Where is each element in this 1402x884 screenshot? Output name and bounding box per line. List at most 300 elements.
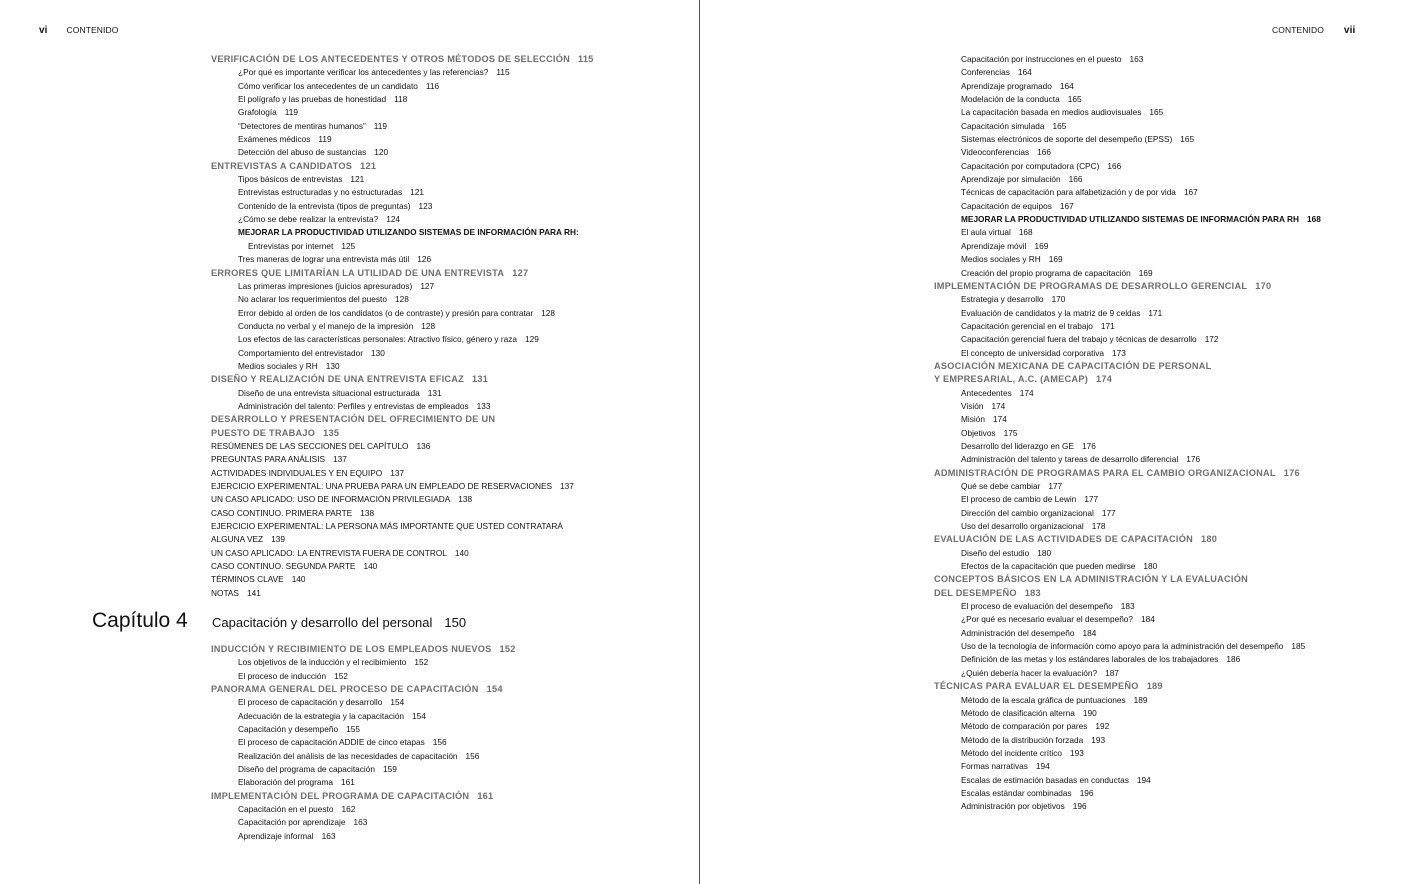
toc-entry-title: TÉRMINOS CLAVE (211, 574, 284, 585)
toc-entry (934, 427, 1321, 440)
toc-entry-title: Los objetivos de la inducción y el recibimiento (238, 657, 407, 668)
toc-entry (934, 493, 1321, 506)
toc-entry-title: Adecuación de la estrategia y la capacitación (238, 710, 405, 721)
toc-entry-page: 138 (360, 507, 375, 518)
toc-section-entry (934, 573, 1321, 586)
toc-entry-page: 130 (325, 360, 340, 371)
toc-entry-title: NOTAS (211, 587, 239, 598)
toc-entry-page: 177 (1048, 481, 1063, 491)
toc-entry (211, 400, 594, 413)
toc-entry-page: 139 (271, 534, 285, 545)
toc-entry-title: Visión (961, 400, 984, 411)
toc-entry (211, 106, 594, 119)
toc-entry-title: Aprendizaje móvil (961, 240, 1027, 251)
toc-entry (934, 760, 1321, 773)
toc-entry-page: 175 (1003, 427, 1018, 438)
toc-section-entry (934, 280, 1321, 293)
toc-entry-title: Diseño del estudio (961, 547, 1030, 558)
toc-entry-title: Videoconferencias (961, 147, 1030, 158)
toc-entry-title: PUESTO DE TRABAJO (211, 427, 316, 438)
toc-entry-page: 133 (476, 400, 491, 411)
toc-entry-page: 194 (1136, 774, 1151, 785)
toc-entry-title: Entrevistas por internet (248, 240, 334, 251)
toc-entry-title: Diseño del programa de capacitación (238, 764, 375, 775)
toc-entry (211, 146, 594, 159)
toc-entry-title: CASO CONTINUO. SEGUNDA PARTE (211, 561, 356, 572)
toc-entry-page: 194 (1035, 761, 1050, 772)
toc-entry-page: 124 (386, 214, 401, 225)
toc-entry-title: Capacitación gerencial en el trabajo (961, 320, 1093, 331)
toc-entry-page: 152 (499, 644, 516, 654)
toc-entry (934, 600, 1321, 613)
toc-entry (211, 120, 594, 133)
toc-entry-page: 192 (1095, 721, 1110, 732)
toc-entry-page: 178 (1091, 521, 1106, 532)
toc-entry-title: Técnicas de capacitación para alfabetización y de por vida (961, 187, 1176, 198)
toc-entry-title: Capacitación por computadora (CPC) (961, 160, 1100, 171)
toc-entry-page: 163 (353, 817, 368, 828)
toc-entry-page: 174 (992, 414, 1007, 425)
toc-entry (934, 800, 1321, 813)
toc-entry-title: Objetivos (961, 427, 996, 438)
toc-entry (934, 106, 1321, 119)
toc-entry (211, 830, 516, 843)
toc-entry (211, 560, 594, 573)
toc-entry (211, 520, 594, 533)
toc-entry (211, 803, 516, 816)
chapter-title: Capacitación y desarrollo del personal (212, 615, 433, 630)
toc-entry-title: Detección del abuso de sustancias (238, 147, 367, 158)
toc-entry-title: Qué se debe cambiar (961, 481, 1041, 491)
toc-entry-title: Los efectos de las características personales: Atractivo físico, género y raza (238, 334, 518, 345)
toc-entry-page: 152 (334, 670, 348, 681)
toc-entry (211, 763, 516, 776)
toc-entry-page: 161 (477, 790, 494, 801)
toc-entry-title: El proceso de cambio de Lewin (961, 494, 1077, 505)
toc-entry-title: Administración del talento: Perfiles y entrevistas de empleados (238, 400, 469, 411)
toc-entry (211, 587, 594, 600)
toc-entry (211, 440, 594, 453)
toc-entry-page: 123 (418, 200, 433, 211)
toc-entry-page: 120 (374, 147, 389, 158)
toc-entry-page: 128 (541, 307, 556, 318)
toc-section-entry (934, 680, 1321, 693)
toc-entry-page: 196 (1079, 787, 1094, 798)
toc-section-entry (211, 53, 594, 66)
toc-entry (211, 347, 594, 360)
toc-entry (934, 507, 1321, 520)
toc-entry-title: MEJORAR LA PRODUCTIVIDAD UTILIZANDO SISTEMAS DE INFORMACIÓN PARA RH: (238, 227, 579, 238)
toc-entry-title: ¿Quién debería hacer la evaluación? (961, 667, 1098, 678)
toc-entry-title: Conferencias (961, 67, 1010, 78)
toc-entry-title: Cómo verificar los antecedentes de un candidato (238, 80, 418, 91)
right-running-head-title: CONTENIDO (1272, 25, 1324, 35)
toc-entry (211, 80, 594, 93)
toc-entry-title: Contenido de la entrevista (tipos de preguntas) (238, 200, 411, 211)
toc-entry-title: Administración por objetivos (961, 801, 1065, 812)
toc-entry-title: VERIFICACIÓN DE LOS ANTECEDENTES Y OTROS MÉTODOS DE SELECCIÓN (211, 54, 570, 64)
toc-entry-page: 172 (1204, 334, 1219, 345)
toc-entry-title: Administración del talento y tareas de desarrollo diferencial (961, 454, 1179, 465)
toc-entry-page: 173 (1111, 347, 1126, 358)
toc-entry-page: 130 (370, 347, 385, 358)
toc-entry (211, 293, 594, 306)
toc-entry-title: DISEÑO Y REALIZACIÓN DE UNA ENTREVISTA EFICAZ (211, 374, 465, 385)
toc-entry-page: 185 (1291, 641, 1306, 652)
toc-entry (211, 213, 594, 226)
toc-section-entry (934, 467, 1321, 480)
toc-entry-title: ¿Por qué es necesario evaluar el desempeño? (961, 614, 1134, 625)
toc-entry (934, 213, 1321, 226)
toc-entry (211, 253, 594, 266)
toc-entry-title: Formas narrativas (961, 761, 1028, 772)
toc-entry (934, 240, 1321, 253)
toc-entry-title: EVALUACIÓN DE LAS ACTIVIDADES DE CAPACITACIÓN (934, 534, 1193, 545)
toc-entry-title: Efectos de la capacitación que pueden medirse (961, 561, 1136, 572)
toc-entry-page: 177 (1084, 494, 1099, 505)
toc-entry-page: 189 (1133, 694, 1148, 705)
toc-entry-title: EJERCICIO EXPERIMENTAL: LA PERSONA MÁS IMPORTANTE QUE USTED CONTRATARÁ (211, 521, 563, 532)
toc-entry-title: Error debido al orden de los candidatos (o de contraste) y presión para contratar (238, 307, 534, 318)
toc-entry-title: Definición de las metas y los estándares laborales de los trabajadores (961, 654, 1219, 665)
toc-entry-title: Capacitación simulada (961, 120, 1045, 131)
toc-entry (211, 710, 516, 723)
toc-entry-title: INDUCCIÓN Y RECIBIMIENTO DE LOS EMPLEADOS NUEVOS (211, 644, 492, 654)
toc-entry (934, 653, 1321, 666)
toc-entry-title: Realización del análisis de las necesidades de capacitación (238, 750, 458, 761)
toc-entry-page: 118 (394, 94, 408, 105)
chapter-page: 150 (444, 615, 467, 630)
toc-entry-page: 174 (991, 400, 1006, 411)
toc-entry-page: 141 (246, 587, 261, 598)
toc-entry (934, 520, 1321, 533)
toc-entry-page: 183 (1024, 587, 1041, 598)
toc-list-left-bottom (211, 643, 516, 843)
right-running-head (1272, 25, 1355, 36)
toc-entry (934, 293, 1321, 306)
toc-entry (211, 320, 594, 333)
toc-entry (211, 723, 516, 736)
toc-entry-title: El aula virtual (961, 227, 1011, 238)
toc-entry-page: 137 (390, 467, 405, 478)
toc-entry-title: Método de la distribución forzada (961, 734, 1084, 745)
toc-entry (211, 547, 594, 560)
toc-entry-page: 156 (465, 750, 480, 761)
toc-entry-title: Antecedentes (961, 387, 1012, 398)
toc-entry-page: 164 (1059, 80, 1074, 91)
toc-entry-title: El concepto de universidad corporativa (961, 347, 1104, 358)
toc-entry-title: El proceso de evaluación del desempeño (961, 601, 1113, 612)
toc-entry-title: Grafología (238, 107, 277, 118)
toc-entry (934, 387, 1321, 400)
toc-entry (211, 467, 594, 480)
toc-section-entry (211, 160, 594, 173)
toc-entry (934, 173, 1321, 186)
toc-entry (211, 280, 594, 293)
toc-entry-title: El proceso de capacitación ADDIE de cinco etapas (238, 737, 425, 748)
toc-entry (934, 480, 1321, 493)
toc-entry-page: 131 (472, 374, 489, 385)
toc-entry-page: 121 (410, 187, 425, 198)
toc-section-entry (211, 427, 594, 440)
toc-entry-title: No aclarar los requerimientos del puesto (238, 294, 387, 305)
toc-entry-page: 196 (1072, 801, 1087, 812)
left-running-head (39, 25, 118, 36)
toc-entry-title: Tipos básicos de entrevistas (238, 174, 343, 185)
toc-entry-title: UN CASO APLICADO: LA ENTREVISTA FUERA DE CONTROL (211, 547, 447, 558)
toc-section-entry (934, 533, 1321, 546)
toc-entry-title: ¿Cómo se debe realizar la entrevista? (238, 214, 379, 225)
toc-entry-title: UN CASO APLICADO: USO DE INFORMACIÓN PRIVILEGIADA (211, 494, 451, 505)
toc-section-entry (211, 413, 594, 426)
toc-entry (934, 320, 1321, 333)
toc-entry (934, 333, 1321, 346)
toc-entry-title: La capacitación basada en medios audiovisuales (961, 107, 1142, 118)
right-page (700, 0, 1402, 884)
toc-entry (211, 776, 516, 789)
toc-entry (211, 533, 594, 546)
toc-entry-page: 170 (1255, 280, 1272, 291)
toc-entry (934, 160, 1321, 173)
toc-entry-page: 169 (1138, 267, 1153, 278)
toc-entry (934, 253, 1321, 266)
toc-entry (211, 333, 594, 346)
toc-entry-page: 186 (1226, 654, 1241, 665)
toc-entry-page: 119 (373, 120, 387, 131)
toc-entry (934, 80, 1321, 93)
toc-entry-page: 171 (1100, 320, 1115, 331)
toc-entry-page: 174 (1096, 374, 1113, 385)
toc-entry-title: Desarrollo del liderazgo en GE (961, 440, 1074, 451)
toc-entry (211, 816, 516, 829)
toc-entry-title: El proceso de capacitación y desarrollo (238, 697, 383, 708)
right-page-number: vii (1343, 25, 1356, 36)
toc-entry (934, 400, 1321, 413)
toc-entry-title: ERRORES QUE LIMITARÍAN LA UTILIDAD DE UNA ENTREVISTA (211, 267, 505, 278)
toc-entry-title: Capacitación en el puesto (238, 804, 334, 815)
toc-entry-title: Método del incidente crítico (961, 747, 1063, 758)
toc-entry (934, 734, 1321, 747)
toc-entry-page: 155 (346, 724, 360, 735)
toc-entry-page: 140 (291, 574, 306, 585)
toc-entry (934, 53, 1321, 66)
toc-entry-page: 168 (1307, 214, 1321, 225)
toc-entry (934, 707, 1321, 720)
toc-entry-title: Capacitación por instrucciones en el puesto (961, 54, 1122, 64)
toc-entry-title: Conducta no verbal y el manejo de la impresión (238, 320, 414, 331)
toc-entry-page: 176 (1082, 440, 1096, 451)
toc-entry-title: Modelación de la conducta (961, 94, 1060, 105)
toc-entry-title: Aprendizaje por simulación (961, 174, 1061, 185)
toc-section-entry (211, 683, 516, 696)
toc-entry-page: 161 (341, 777, 355, 788)
toc-entry-title: Escalas de estimación basadas en conductas (961, 774, 1129, 785)
toc-entry-page: 167 (1183, 187, 1198, 198)
toc-entry (934, 720, 1321, 733)
toc-section-entry (934, 373, 1321, 386)
toc-entry-page: 171 (1148, 307, 1163, 318)
toc-entry-title: ACTIVIDADES INDIVIDUALES Y EN EQUIPO (211, 467, 383, 478)
toc-entry (211, 696, 516, 709)
toc-entry (934, 200, 1321, 213)
toc-entry (211, 656, 516, 669)
toc-entry (934, 146, 1321, 159)
toc-entry-page: 166 (1068, 174, 1083, 185)
toc-entry (211, 507, 594, 520)
toc-entry-title: Capacitación gerencial fuera del trabajo y técnicas de desarrollo (961, 334, 1197, 345)
left-page-number: vi (39, 25, 48, 36)
toc-entry-title: IMPLEMENTACIÓN DEL PROGRAMA DE CAPACITACIÓN (211, 790, 470, 801)
toc-entry (934, 747, 1321, 760)
toc-entry-title: El polígrafo y las pruebas de honestidad (238, 94, 387, 105)
toc-entry-title: Uso del desarrollo organizacional (961, 521, 1084, 532)
toc-entry-title: Método de comparación por pares (961, 721, 1088, 732)
toc-entry-page: 165 (1067, 94, 1082, 105)
toc-entry-page: 140 (363, 561, 378, 572)
toc-entry-page: 128 (421, 320, 436, 331)
toc-section-entry (934, 587, 1321, 600)
toc-entry-page: 131 (427, 387, 442, 398)
toc-entry-page: 119 (284, 107, 298, 118)
toc-entry-page: 115 (577, 54, 594, 64)
toc-entry-page: 189 (1146, 681, 1163, 692)
toc-entry-title: ALGUNA VEZ (211, 534, 264, 545)
toc-section-entry (211, 643, 516, 656)
toc-entry (211, 387, 594, 400)
toc-entry-page: 169 (1048, 254, 1063, 265)
toc-entry-title: Medios sociales y RH (238, 360, 318, 371)
toc-entry (211, 173, 594, 186)
toc-entry-page: 125 (341, 240, 356, 251)
toc-entry-page: 164 (1017, 67, 1032, 78)
toc-entry-page: 193 (1070, 747, 1084, 758)
toc-entry-title: Método de la escala gráfica de puntuaciones (961, 694, 1126, 705)
toc-entry-title: MEJORAR LA PRODUCTIVIDAD UTILIZANDO SISTEMAS DE INFORMACIÓN PARA RH (961, 214, 1300, 225)
toc-entry-page: 193 (1091, 734, 1106, 745)
toc-entry-page: 180 (1037, 547, 1052, 558)
toc-entry-page: 180 (1143, 561, 1158, 572)
toc-entry-page: 170 (1051, 294, 1066, 305)
toc-entry (934, 413, 1321, 426)
toc-entry-title: IMPLEMENTACIÓN DE PROGRAMAS DE DESARROLLO GERENCIAL (934, 280, 1248, 291)
toc-entry (934, 226, 1321, 239)
toc-list-right (934, 53, 1321, 814)
toc-entry-title: TÉCNICAS PARA EVALUAR EL DESEMPEÑO (934, 681, 1139, 692)
toc-entry-title: Medios sociales y RH (961, 254, 1041, 265)
toc-entry (211, 307, 594, 320)
toc-entry-title: Entrevistas estructuradas y no estructuradas (238, 187, 403, 198)
toc-entry (211, 360, 594, 373)
toc-entry-page: 121 (350, 174, 365, 185)
toc-entry (211, 493, 594, 506)
toc-entry-title: Sistemas electrónicos de soporte del desempeño (EPSS) (961, 134, 1173, 145)
toc-entry-page: 121 (360, 160, 377, 171)
toc-entry (211, 750, 516, 763)
toc-entry (934, 613, 1321, 626)
toc-entry-page: 174 (1019, 387, 1034, 398)
toc-entry-title: Capacitación de equipos (961, 200, 1052, 211)
toc-section-entry (211, 373, 594, 386)
toc-entry-title: Y EMPRESARIAL, A.C. (AMECAP) (934, 374, 1089, 385)
toc-entry (934, 694, 1321, 707)
toc-entry-page: 177 (1101, 507, 1116, 518)
toc-entry-page: 190 (1082, 707, 1097, 718)
toc-entry-page: 187 (1105, 667, 1119, 678)
left-page (0, 0, 699, 884)
toc-entry-title: Diseño de una entrevista situacional estructurada (238, 387, 420, 398)
toc-entry (934, 774, 1321, 787)
toc-entry-title: Capacitación por aprendizaje (238, 817, 346, 828)
toc-entry-title: Capacitación y desempeño (238, 724, 339, 735)
toc-section-entry (211, 267, 594, 280)
toc-entry (211, 66, 594, 79)
toc-entry-page: 138 (458, 494, 473, 505)
toc-entry-title: Administración del desempeño (961, 627, 1075, 638)
toc-entry-page: 127 (512, 267, 529, 278)
toc-entry-page: 116 (425, 80, 440, 91)
toc-entry-title: DEL DESEMPEÑO (934, 587, 1017, 598)
toc-entry-title: EJERCICIO EXPERIMENTAL: UNA PRUEBA PARA UN EMPLEADO DE RESERVACIONES (211, 481, 553, 491)
toc-entry-page: 165 (1149, 107, 1164, 118)
toc-entry-title: Creación del propio programa de capacitación (961, 267, 1131, 278)
toc-entry-title: ¿Por qué es importante verificar los antecedentes y las referencias? (238, 67, 489, 78)
toc-entry-page: 154 (486, 684, 503, 695)
toc-entry-page: 166 (1107, 160, 1122, 171)
toc-entry-title: Aprendizaje programado (961, 80, 1052, 91)
toc-entry-page: 176 (1186, 454, 1201, 465)
toc-entry-title: Escalas estándar combinadas (961, 787, 1072, 798)
toc-entry-title: PREGUNTAS PARA ANÁLISIS (211, 454, 326, 465)
toc-entry (211, 133, 594, 146)
toc-entry-title: Exámenes médicos (238, 134, 311, 145)
left-running-head-title: CONTENIDO (66, 25, 119, 35)
toc-entry-title: Misión (961, 414, 985, 425)
toc-entry-title: Uso de la tecnología de información como apoyo para la administración del desempeño (961, 641, 1284, 652)
toc-entry-page: 163 (321, 830, 336, 841)
toc-entry (934, 120, 1321, 133)
toc-entry (934, 347, 1321, 360)
toc-entry-page: 119 (318, 134, 332, 145)
toc-entry-title: RESÚMENES DE LAS SECCIONES DEL CAPÍTULO (211, 440, 409, 451)
toc-entry-title: Comportamiento del entrevistador (238, 347, 363, 358)
toc-entry (211, 573, 594, 586)
toc-entry (211, 480, 594, 493)
toc-entry-title: Evaluación de candidatos y la matriz de 9 celdas (961, 307, 1141, 318)
toc-entry-page: 166 (1037, 147, 1051, 158)
toc-entry-title: Aprendizaje informal (238, 830, 314, 841)
toc-entry-page: 165 (1052, 120, 1067, 131)
toc-entry-page: 159 (382, 764, 397, 775)
toc-entry (934, 93, 1321, 106)
toc-entry-page: 137 (560, 481, 574, 491)
toc-entry-page: 156 (432, 737, 447, 748)
toc-entry-page: 183 (1120, 601, 1135, 612)
toc-entry-page: 137 (333, 454, 347, 465)
toc-entry (211, 200, 594, 213)
toc-entry-page: 163 (1129, 54, 1144, 64)
toc-entry-title: PANORAMA GENERAL DEL PROCESO DE CAPACITACIÓN (211, 684, 479, 695)
toc-entry-page: 115 (496, 67, 510, 78)
toc-entry-page: 168 (1018, 227, 1033, 238)
toc-entry (934, 186, 1321, 199)
toc-entry (211, 186, 594, 199)
toc-section-entry (211, 790, 516, 803)
toc-entry-page: 154 (390, 697, 405, 708)
toc-entry (934, 133, 1321, 146)
toc-entry-page: 127 (420, 280, 435, 291)
toc-entry-title: Estrategia y desarrollo (961, 294, 1044, 305)
toc-entry (934, 640, 1321, 653)
